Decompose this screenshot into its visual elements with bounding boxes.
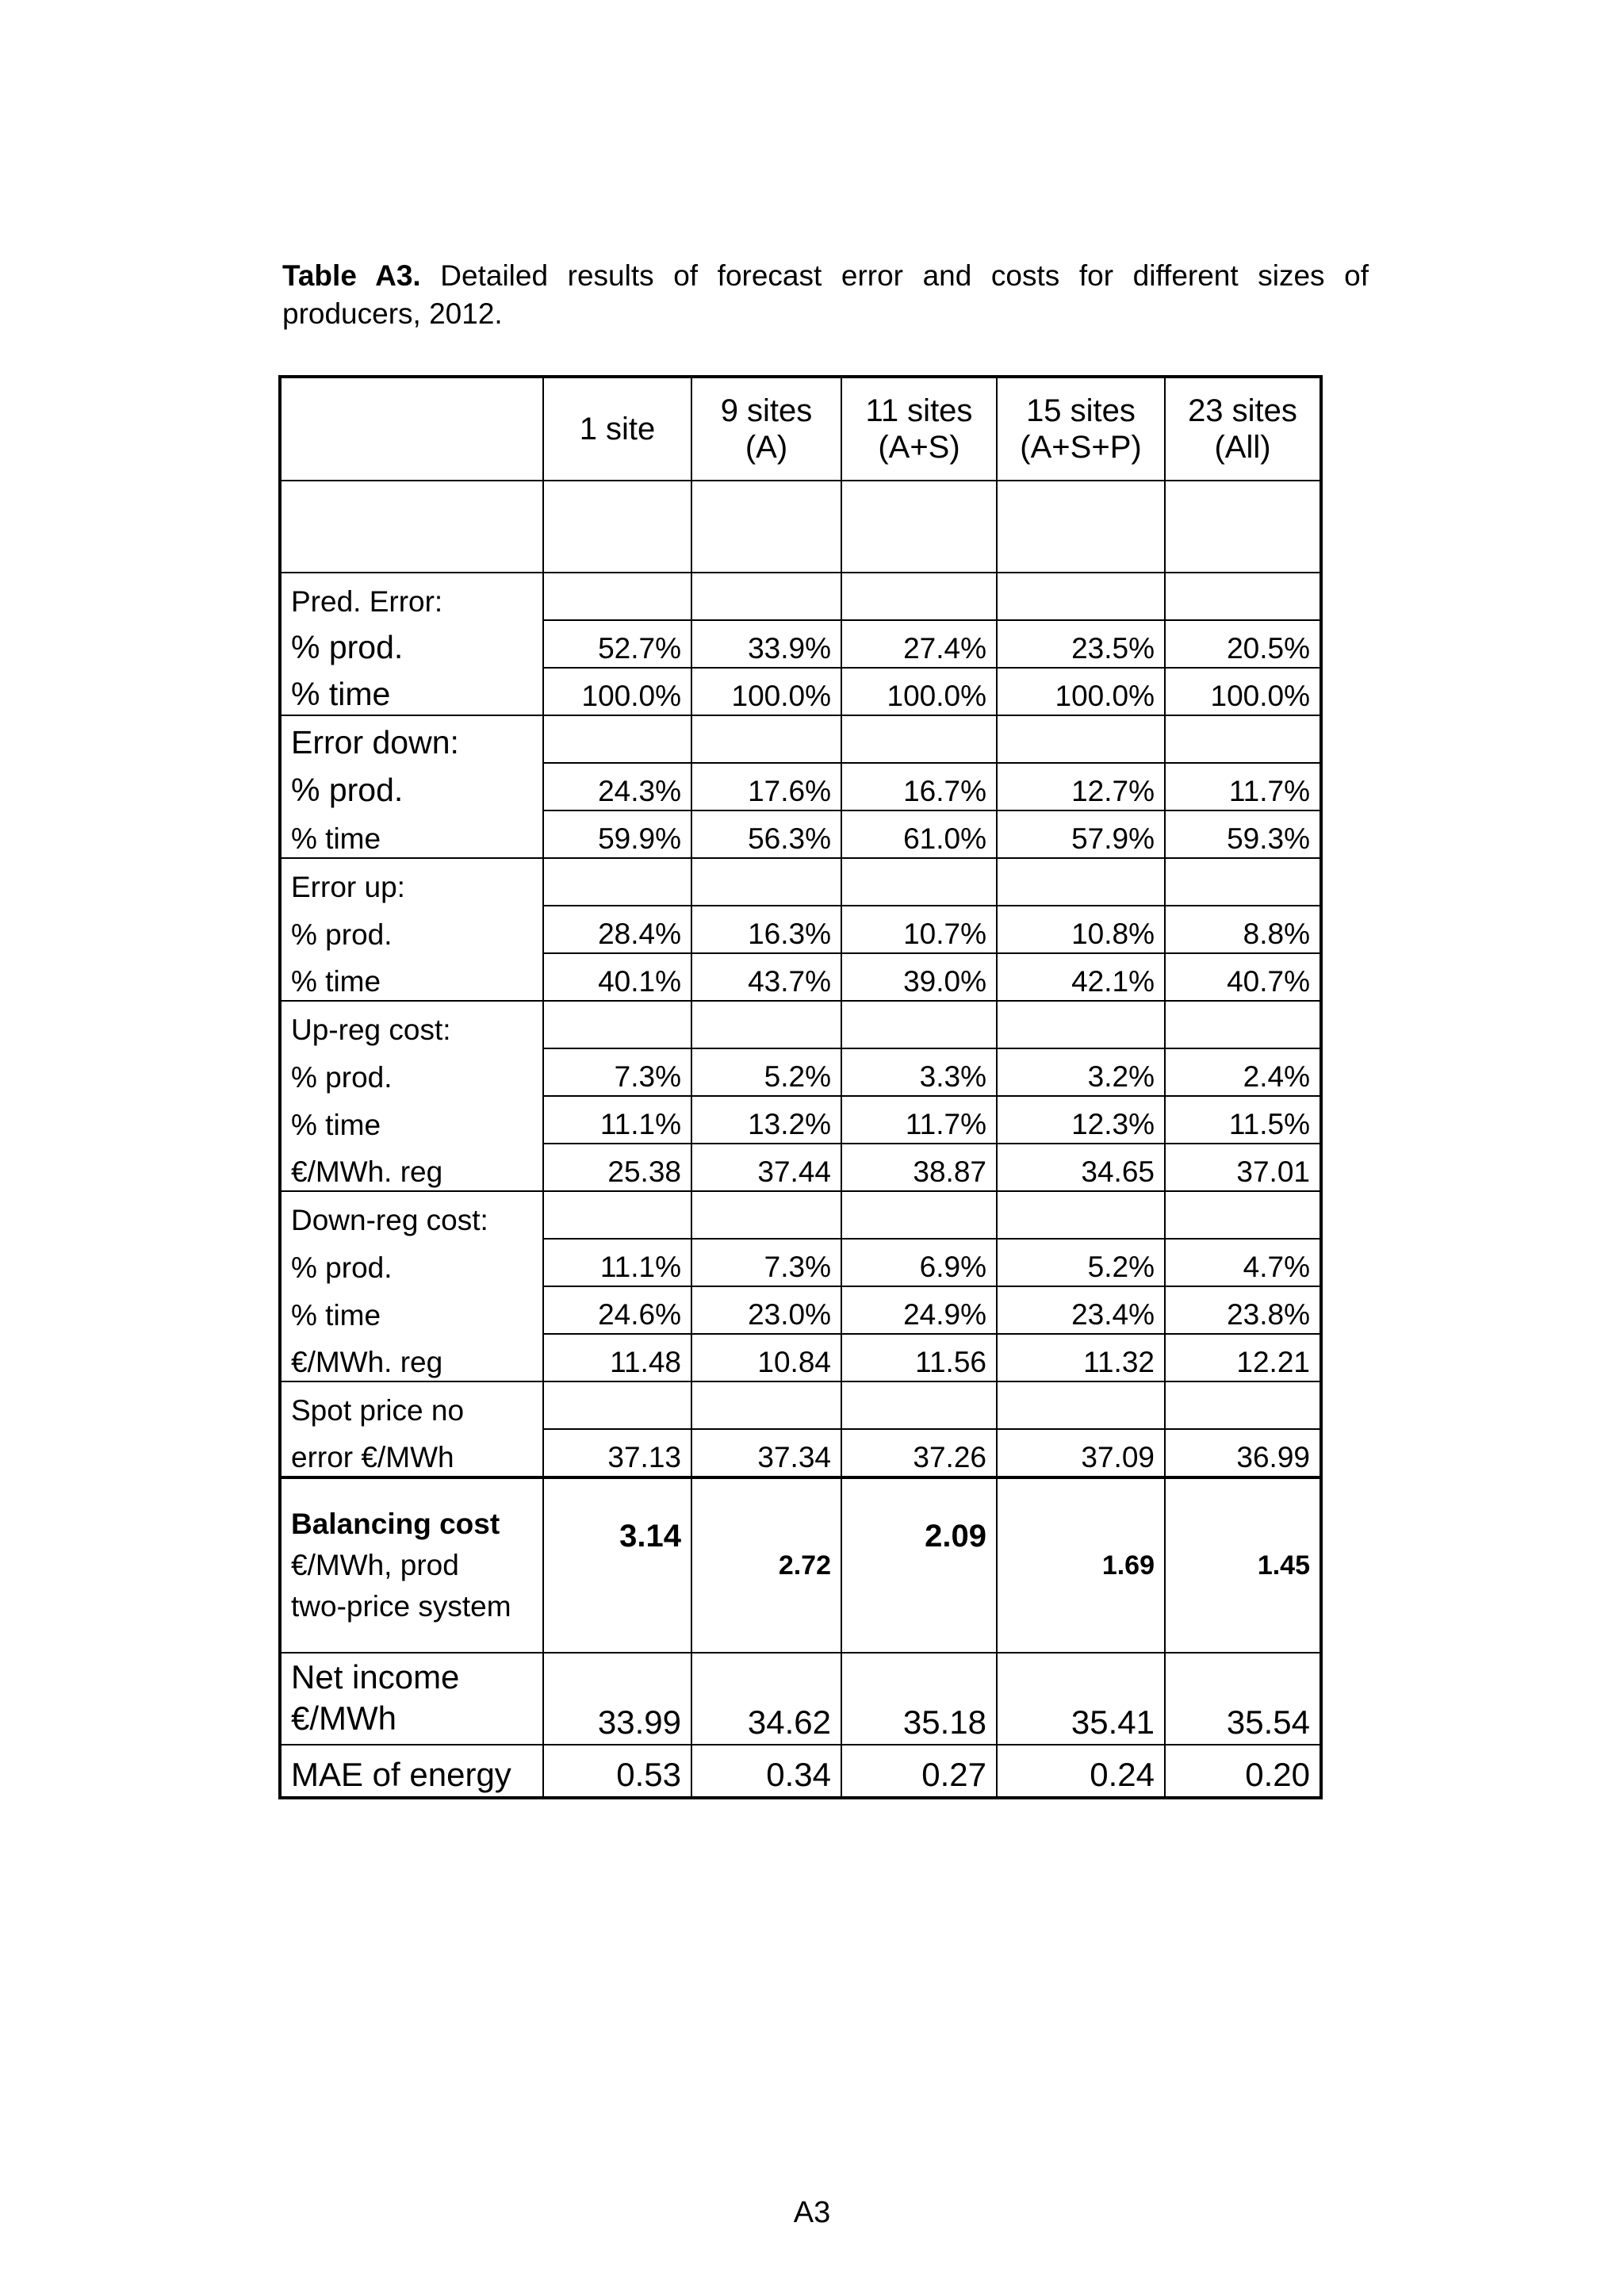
table-row — [280, 810, 1321, 858]
table-cell: 57.9% — [997, 810, 1165, 858]
caption-label: Table A3. — [282, 259, 421, 292]
table-cell: 11.5% — [1165, 1096, 1321, 1144]
row-label: Down-reg cost: — [280, 1191, 543, 1239]
table-cell: 61.0% — [841, 810, 997, 858]
page-number: A3 — [793, 2196, 831, 2229]
table-cell: 37.34 — [691, 1429, 841, 1477]
table-cell: 0.53 — [543, 1745, 691, 1798]
table-cell: 100.0% — [841, 668, 997, 715]
table-row — [280, 1239, 1321, 1286]
table-cell: 40.7% — [1165, 953, 1321, 1001]
table-cell: 11.7% — [841, 1096, 997, 1144]
table-cell: 20.5% — [1165, 620, 1321, 668]
table-cell: 100.0% — [543, 668, 691, 715]
header-corner — [280, 377, 543, 481]
table-cell: 3.3% — [841, 1048, 997, 1096]
row-label: % prod. — [280, 620, 543, 668]
table-cell: 11.48 — [543, 1334, 691, 1381]
row-label: % prod. — [280, 906, 543, 953]
table-cell: 0.27 — [841, 1745, 997, 1798]
table-cell: 17.6% — [691, 763, 841, 810]
table-cell: 0.20 — [1165, 1745, 1321, 1798]
table-cell: 23.5% — [997, 620, 1165, 668]
table-cell: 38.87 — [841, 1144, 997, 1191]
row-label: % prod. — [280, 1048, 543, 1096]
table-cell: 27.4% — [841, 620, 997, 668]
table-cell: 36.99 — [1165, 1429, 1321, 1477]
table-cell: 1.69 — [997, 1477, 1165, 1653]
table-cell: 5.2% — [691, 1048, 841, 1096]
table-row — [280, 1477, 1321, 1653]
caption-text: Detailed results of forecast error and costs for different sizes of producers, 2012. — [282, 259, 1369, 330]
table-cell: 23.4% — [997, 1286, 1165, 1334]
row-label: Balancing cost €/MWh, prod two-price system — [280, 1477, 543, 1653]
table-cell: 7.3% — [691, 1239, 841, 1286]
table-row — [280, 1429, 1321, 1477]
table-cell: 4.7% — [1165, 1239, 1321, 1286]
table-cell: 1.45 — [1165, 1477, 1321, 1653]
table-cell: 11.1% — [543, 1239, 691, 1286]
table-cell: 12.21 — [1165, 1334, 1321, 1381]
table-row — [280, 858, 1321, 906]
row-label: % time — [280, 953, 543, 1001]
table-row — [280, 1745, 1321, 1798]
table-row — [280, 1653, 1321, 1745]
table-cell: 34.65 — [997, 1144, 1165, 1191]
table-cell: 35.54 — [1165, 1653, 1321, 1745]
table-cell: 37.01 — [1165, 1144, 1321, 1191]
table-cell: 7.3% — [543, 1048, 691, 1096]
table-cell: 59.9% — [543, 810, 691, 858]
table-row — [280, 1001, 1321, 1048]
table-cell: 39.0% — [841, 953, 997, 1001]
table-cell: 3.2% — [997, 1048, 1165, 1096]
blank-row — [280, 481, 1321, 573]
table-cell: 3.14 — [543, 1477, 691, 1653]
table-cell: 24.3% — [543, 763, 691, 810]
table-row — [280, 763, 1321, 810]
table-cell: 24.9% — [841, 1286, 997, 1334]
results-table — [278, 375, 1323, 1799]
table-row — [280, 1381, 1321, 1429]
table-row — [280, 1334, 1321, 1381]
table-cell: 56.3% — [691, 810, 841, 858]
table-cell: 52.7% — [543, 620, 691, 668]
table-cell: 11.7% — [1165, 763, 1321, 810]
row-label: Up-reg cost: — [280, 1001, 543, 1048]
table-cell: 8.8% — [1165, 906, 1321, 953]
table-cell: 6.9% — [841, 1239, 997, 1286]
column-header: 15 sites (A+S+P) — [997, 377, 1165, 481]
table-cell: 28.4% — [543, 906, 691, 953]
table-row — [280, 1286, 1321, 1334]
row-label: Error down: — [280, 715, 543, 763]
table-cell: 2.09 — [841, 1477, 997, 1653]
row-label: Pred. Error: — [280, 573, 543, 620]
table-cell: 10.7% — [841, 906, 997, 953]
table-caption — [282, 257, 1369, 333]
table-row — [280, 573, 1321, 620]
row-label: % prod. — [280, 763, 543, 810]
table-cell: 33.9% — [691, 620, 841, 668]
table-cell: 10.8% — [997, 906, 1165, 953]
table-row — [280, 1191, 1321, 1239]
row-label: Net income €/MWh — [280, 1653, 543, 1745]
table-cell: 23.8% — [1165, 1286, 1321, 1334]
row-label: % time — [280, 668, 543, 715]
table-cell: 100.0% — [997, 668, 1165, 715]
table-cell: 37.09 — [997, 1429, 1165, 1477]
column-header: 11 sites (A+S) — [841, 377, 997, 481]
table-cell: 11.32 — [997, 1334, 1165, 1381]
table-cell: 35.18 — [841, 1653, 997, 1745]
table-cell: 2.72 — [691, 1477, 841, 1653]
table-cell: 37.26 — [841, 1429, 997, 1477]
table-header-row — [280, 377, 1321, 481]
row-label: MAE of energy — [280, 1745, 543, 1798]
table-row — [280, 1096, 1321, 1144]
table-cell: 35.41 — [997, 1653, 1165, 1745]
table-cell: 100.0% — [1165, 668, 1321, 715]
table-cell: 0.34 — [691, 1745, 841, 1798]
row-label: % time — [280, 1096, 543, 1144]
table-cell: 59.3% — [1165, 810, 1321, 858]
table-cell: 34.62 — [691, 1653, 841, 1745]
row-label: % time — [280, 1286, 543, 1334]
table-cell: 24.6% — [543, 1286, 691, 1334]
row-label: €/MWh. reg — [280, 1144, 543, 1191]
table-cell: 33.99 — [543, 1653, 691, 1745]
row-label: €/MWh. reg — [280, 1334, 543, 1381]
table-cell: 43.7% — [691, 953, 841, 1001]
table-row — [280, 668, 1321, 715]
column-header: 1 site — [543, 377, 691, 481]
table-cell: 10.84 — [691, 1334, 841, 1381]
table-cell: 37.13 — [543, 1429, 691, 1477]
table-cell: 100.0% — [691, 668, 841, 715]
table-cell: 42.1% — [997, 953, 1165, 1001]
table-cell: 16.3% — [691, 906, 841, 953]
table-cell: 25.38 — [543, 1144, 691, 1191]
table-cell: 12.7% — [997, 763, 1165, 810]
column-header: 23 sites (All) — [1165, 377, 1321, 481]
table-row — [280, 906, 1321, 953]
table-row — [280, 715, 1321, 763]
table-cell: 23.0% — [691, 1286, 841, 1334]
table-cell: 11.1% — [543, 1096, 691, 1144]
table-cell: 11.56 — [841, 1334, 997, 1381]
row-label: Spot price no — [280, 1381, 543, 1429]
table-cell: 16.7% — [841, 763, 997, 810]
table-row — [280, 1048, 1321, 1096]
table-row — [280, 1144, 1321, 1191]
row-label: % prod. — [280, 1239, 543, 1286]
row-label: % time — [280, 810, 543, 858]
row-label: Error up: — [280, 858, 543, 906]
column-header: 9 sites (A) — [691, 377, 841, 481]
table-cell: 40.1% — [543, 953, 691, 1001]
table-cell: 5.2% — [997, 1239, 1165, 1286]
table-cell: 12.3% — [997, 1096, 1165, 1144]
row-label: error €/MWh — [280, 1429, 543, 1477]
table-cell: 13.2% — [691, 1096, 841, 1144]
table-row — [280, 953, 1321, 1001]
table-row — [280, 620, 1321, 668]
table-cell: 2.4% — [1165, 1048, 1321, 1096]
table-cell: 37.44 — [691, 1144, 841, 1191]
table-cell: 0.24 — [997, 1745, 1165, 1798]
